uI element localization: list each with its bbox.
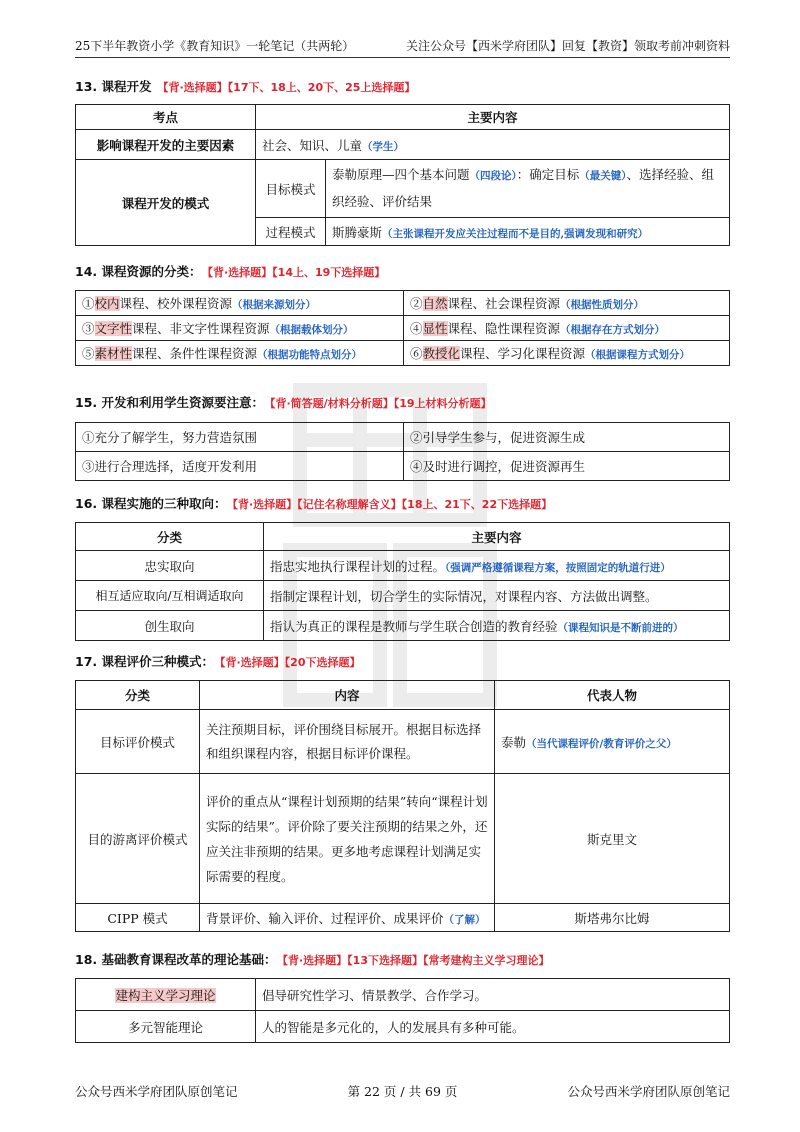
resource-classification-table — [75, 290, 730, 366]
representative: 斯塔弗尔比姆 — [495, 904, 730, 932]
footer-left: 公众号西米学府团队原创笔记 — [75, 1084, 238, 1099]
section-17-title: 17. 课程评价三种模式： 【背·选择题】【20下选择题】 — [75, 654, 361, 669]
section-15-title: 15. 开发和利用学生资源要注意： 【背·简答题/材料分析题】【19上材料分析题】 — [75, 395, 492, 410]
row-content: 关注预期目标，评价围绕目标展开。根据目标选择和组织课程内容，根据目标评价课程。 — [200, 710, 495, 774]
mode-name: 目标模式 — [256, 160, 326, 218]
col-header: 分类 — [76, 681, 200, 710]
principle-cell: ②引导学生参与，促进资源生成 — [404, 423, 730, 452]
course-development-table — [75, 104, 730, 246]
row-label: CIPP 模式 — [76, 904, 200, 932]
resource-cell: ②自然课程、社会课程资源（根据性质划分） — [404, 291, 730, 316]
mode-content: 泰勒原理—四个基本问题（四段论）：确定目标（最关键）、选择经验、组织经验、评价结果 — [326, 160, 730, 218]
resource-cell: ⑤素材性课程、条件性课程资源（根据功能特点划分） — [76, 341, 404, 366]
col-header: 分类 — [76, 523, 264, 551]
section-14-title: 14. 课程资源的分类： 【背·选择题】【14上、19下选择题】 — [75, 264, 386, 279]
row-content: 指制定课程计划，切合学生的实际情况，对课程内容、方法做出调整。 — [264, 581, 730, 611]
row-content: 指忠实地执行课程计划的过程。（强调严格遵循课程方案，按照固定的轨道行进） — [264, 551, 730, 581]
section-18-title: 18. 基础教育课程改革的理论基础： 【背·选择题】【13下选择题】【常考建构主义学习理论】 — [75, 952, 550, 967]
page-footer — [75, 1082, 730, 1100]
row-label: 多元智能理论 — [76, 1011, 256, 1043]
principle-cell: ①充分了解学生，努力营造氛围 — [76, 423, 404, 452]
row-content: 背景评价、输入评价、过程评价、成果评价（了解） — [200, 904, 495, 932]
resource-cell: ③文字性课程、非文字性课程资源（根据载体划分） — [76, 316, 404, 341]
row-content: 指认为真正的课程是教师与学生联合创造的教育经验（课程知识是不断前进的） — [264, 611, 730, 641]
col-header: 代表人物 — [495, 681, 730, 710]
row-content: 倡导研究性学习、情景教学、合作学习。 — [256, 979, 730, 1011]
mode-content: 斯腾豪斯（主张课程开发应关注过程而不是目的,强调发现和研究） — [326, 218, 730, 246]
footer-right: 公众号西米学府团队原创笔记 — [567, 1084, 730, 1099]
page-header — [75, 38, 730, 58]
page-number: 第 22 页 / 共 69 页 — [347, 1084, 458, 1099]
col-header: 考点 — [76, 105, 256, 130]
col-header: 主要内容 — [256, 105, 730, 130]
implementation-orientation-table — [75, 522, 730, 641]
row-label: 目的游离评价模式 — [76, 774, 200, 904]
student-resource-table — [75, 422, 730, 481]
resource-cell: ④显性课程、隐性课程资源（根据存在方式划分） — [404, 316, 730, 341]
representative: 斯克里文 — [495, 774, 730, 904]
row-label: 相互适应取向/互相调适取向 — [76, 581, 264, 611]
header-right: 关注公众号【西米学府团队】回复【教资】领取考前冲刺资料 — [405, 39, 730, 53]
curriculum-reform-theory-table — [75, 978, 730, 1043]
header-left: 25下半年教资小学《教育知识》一轮笔记（共两轮） — [75, 39, 355, 53]
row-label: 课程开发的模式 — [76, 160, 256, 246]
principle-cell: ④及时进行调控，促进资源再生 — [404, 452, 730, 481]
row-label: 建构主义学习理论 — [76, 979, 256, 1011]
row-label: 创生取向 — [76, 611, 264, 641]
row-content: 评价的重点从“课程计划预期的结果”转向“课程计划实际的结果”。评价除了要关注预期的结果之外，还应关注非预期的结果。更多地考虑课程计划满足实际需要的程度。 — [200, 774, 495, 904]
section-13-title: 13. 课程开发 【背·选择题】【17下、18上、20下、25上选择题】 — [75, 79, 416, 94]
resource-cell: ①校内课程、校外课程资源（根据来源划分） — [76, 291, 404, 316]
principle-cell: ③进行合理选择，适度开发利用 — [76, 452, 404, 481]
row-label: 影响课程开发的主要因素 — [76, 130, 256, 160]
evaluation-model-table — [75, 680, 730, 932]
mode-name: 过程模式 — [256, 218, 326, 246]
representative: 泰勒（当代课程评价/教育评价之父） — [495, 710, 730, 774]
row-content: 人的智能是多元化的，人的发展具有多种可能。 — [256, 1011, 730, 1043]
row-label: 目标评价模式 — [76, 710, 200, 774]
col-header: 主要内容 — [264, 523, 730, 551]
row-content: 社会、知识、儿童（学生） — [256, 130, 730, 160]
col-header: 内容 — [200, 681, 495, 710]
section-16-title: 16. 课程实施的三种取向： 【背·选择题】【记住名称理解含义】【18上、21下、22下选择题】 — [75, 496, 553, 511]
row-label: 忠实取向 — [76, 551, 264, 581]
resource-cell: ⑥教授化课程、学习化课程资源（根据课程方式划分） — [404, 341, 730, 366]
